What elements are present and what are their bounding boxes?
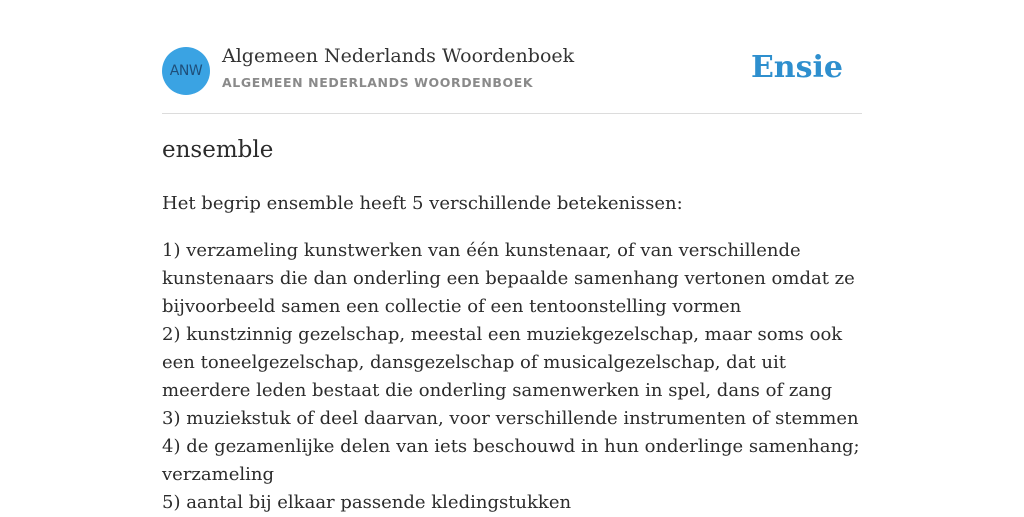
intro-text: Het begrip ensemble heeft 5 verschillende betekenissen: <box>162 193 683 214</box>
meaning-item: 3) muziekstuk of deel daarvan, voor verschillende instrumenten of stemmen <box>162 408 859 429</box>
dictionary-card <box>162 0 862 513</box>
anw-logo[interactable]: ANW <box>162 47 210 95</box>
meanings-list <box>162 237 862 517</box>
source-header <box>162 0 862 114</box>
meaning-item: 2) kunstzinnig gezelschap, meestal een muziekgezelschap, maar soms ook een toneelgezelschap, dansgezelschap of musicalgezelschap, dat uit meerdere leden bestaat die onderling samenwerken in spel, dans of zang <box>162 324 843 401</box>
meaning-item: 1) verzameling kunstwerken van één kunstenaar, of van verschillende kunstenaars die dan onderling een bepaalde samenhang vertonen omdat ze bijvoorbeeld samen een collectie of een tentoonstelling vormen <box>162 240 855 317</box>
term-heading: ensemble <box>162 137 274 163</box>
source-subtitle: ALGEMEEN NEDERLANDS WOORDENBOEK <box>222 75 534 90</box>
meaning-item: 5) aantal bij elkaar passende kledingstukken <box>162 492 572 513</box>
source-title[interactable]: Algemeen Nederlands Woordenboek <box>222 45 575 67</box>
ensie-logo[interactable]: Ensie <box>750 50 843 85</box>
meaning-item: 4) de gezamenlijke delen van iets beschouwd in hun onderlinge samenhang; verzameling <box>162 436 860 485</box>
